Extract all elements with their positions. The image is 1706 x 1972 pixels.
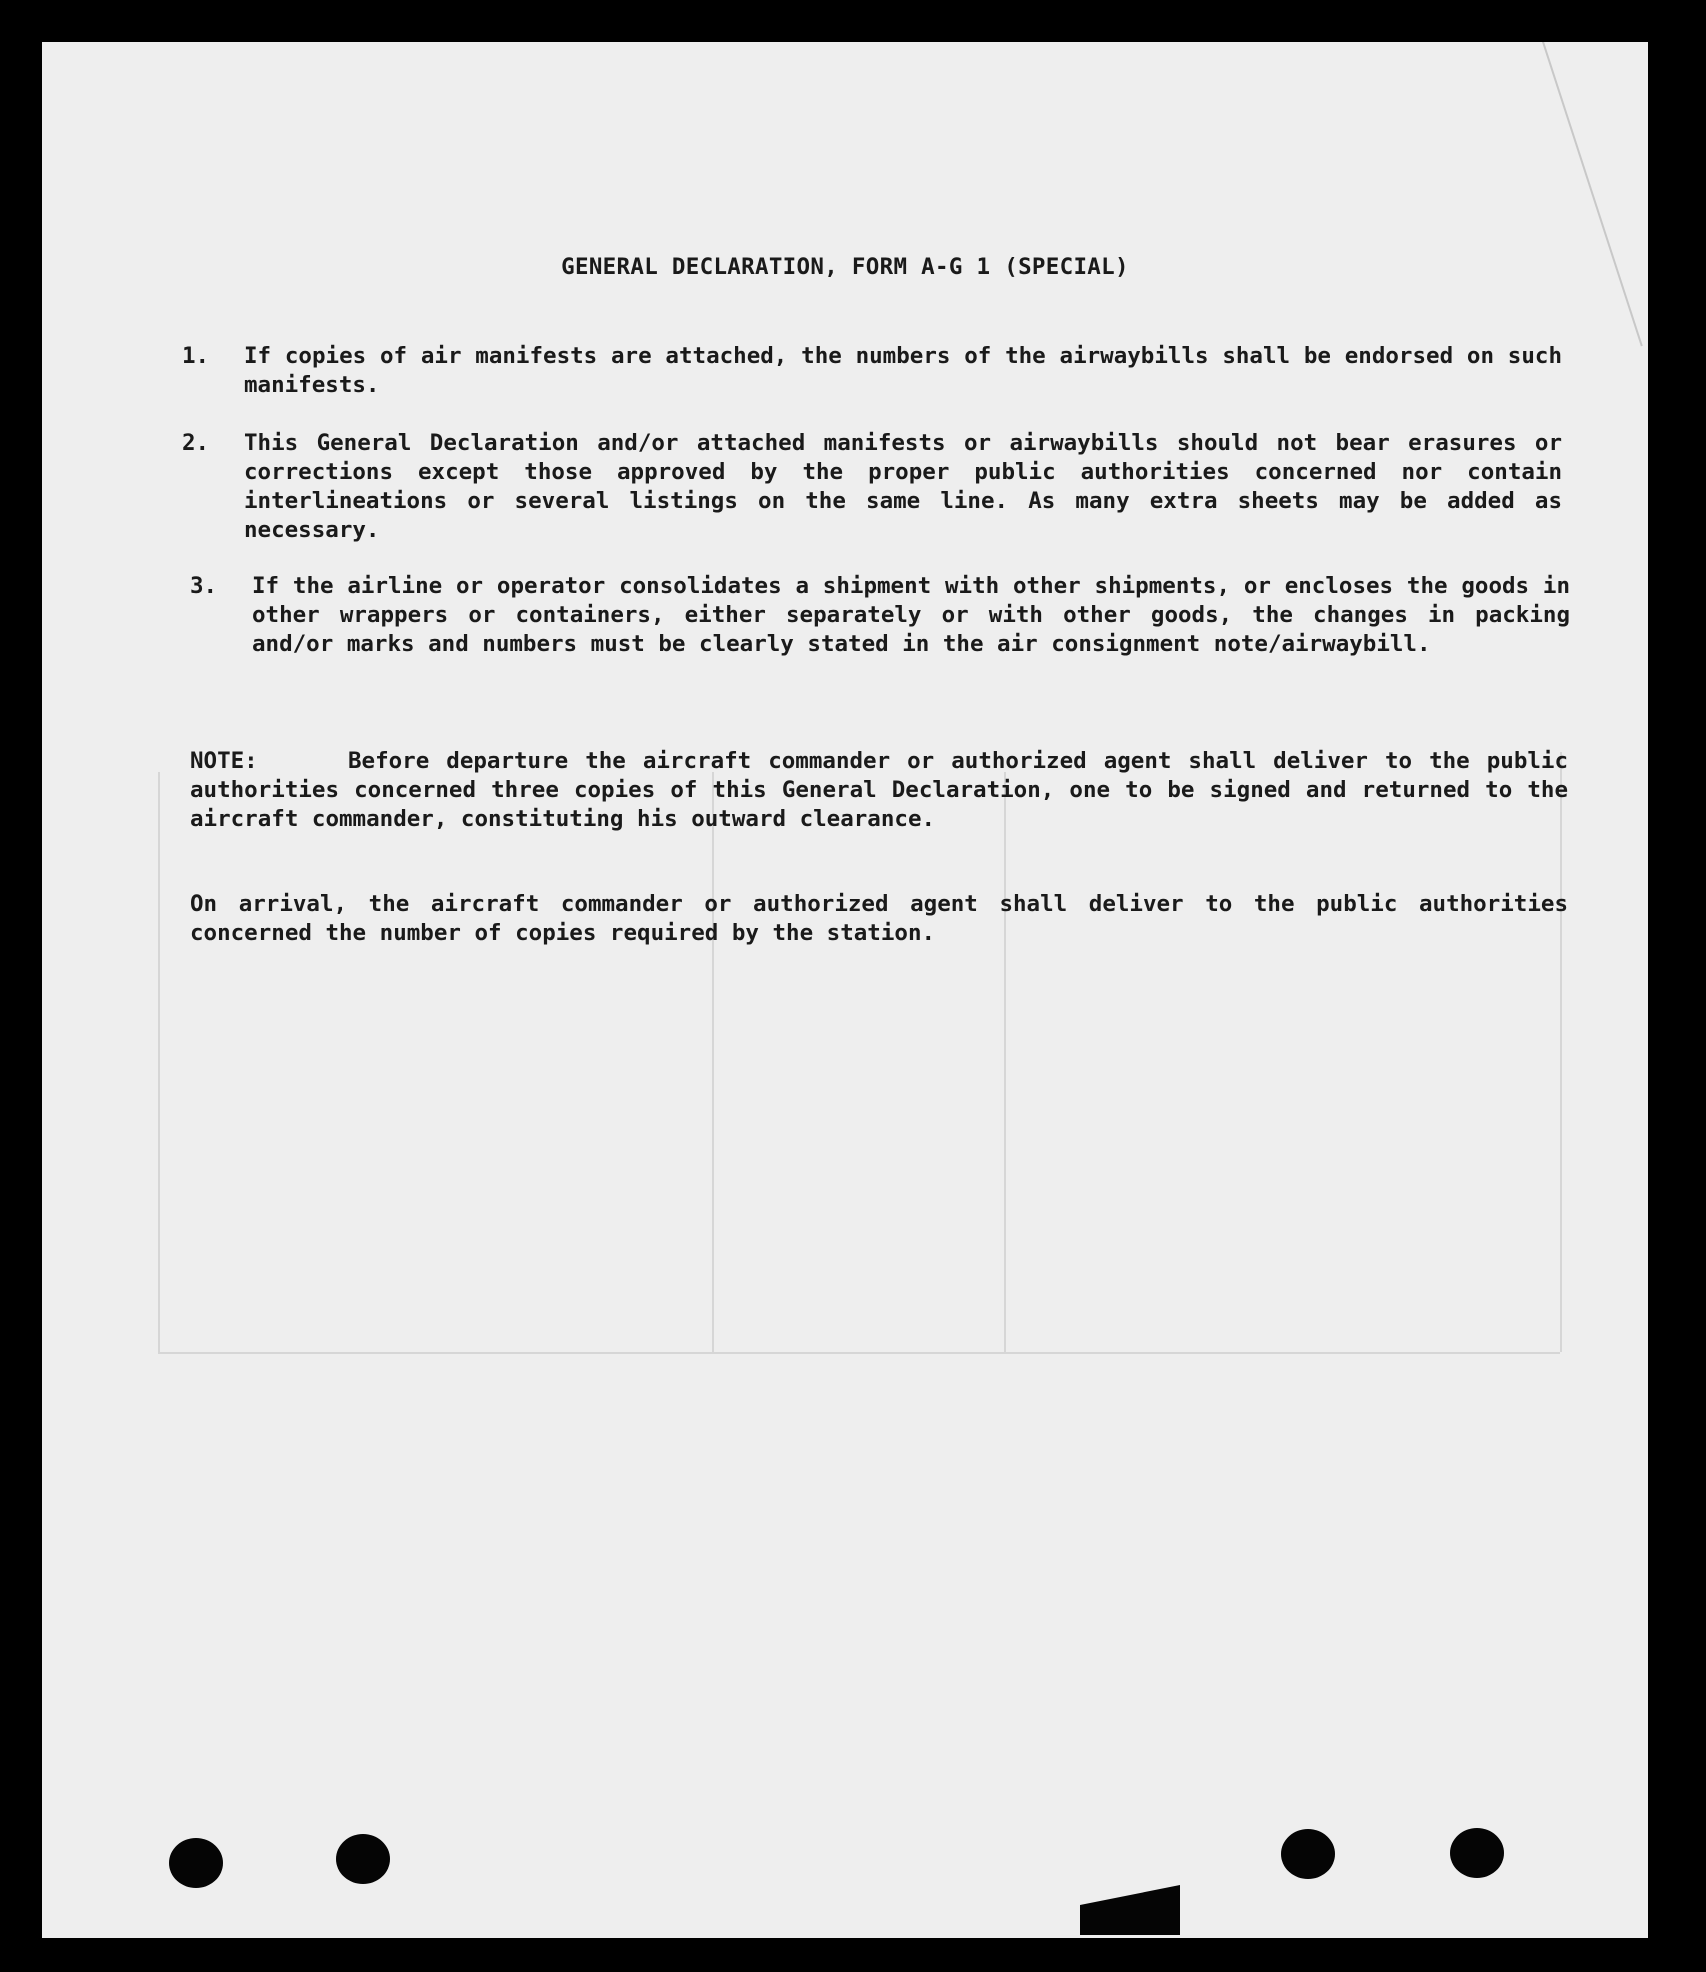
- instruction-item: [182, 342, 1562, 400]
- document-title: GENERAL DECLARATION, FORM A-G 1 (SPECIAL): [561, 254, 1129, 280]
- item-text: This General Declaration and/or attached manifests or airwaybills should not bear erasures or corrections except those approved by the proper public authorities concerned nor contain interlineations or several listings on the same line. As many extra sheets may be added as necessary.: [244, 430, 1562, 543]
- bleed-through-line: [158, 1352, 1560, 1354]
- bleed-through-line: [712, 772, 714, 1352]
- item-number: 2.: [182, 430, 210, 456]
- punch-hole: [1450, 1828, 1504, 1878]
- page-crease: [1542, 42, 1643, 346]
- bleed-through-line: [158, 772, 160, 1352]
- punch-hole: [169, 1838, 223, 1888]
- item-text: If copies of air manifests are attached, the numbers of the airwaybills shall be endorsed on such manifests.: [244, 343, 1562, 398]
- item-number: 3.: [190, 573, 218, 599]
- document-page: [42, 42, 1648, 1938]
- note-text: Before departure the aircraft commander or authorized agent shall deliver to the public authorities concerned three copies of this General Declaration, one to be signed and returned to the aircraft commander, constituting his outward clearance.: [190, 748, 1568, 832]
- item-number: 1.: [182, 343, 210, 369]
- note-label: NOTE:: [190, 748, 258, 774]
- arrival-paragraph: On arrival, the aircraft commander or authorized agent shall deliver to the public authorities concerned the number of copies required by the station.: [190, 891, 1568, 946]
- note-paragraph: [190, 747, 1568, 834]
- instruction-item: [190, 572, 1570, 659]
- bleed-through-line: [1560, 752, 1562, 1352]
- instruction-item: [182, 429, 1562, 545]
- punch-hole: [1281, 1829, 1335, 1879]
- punch-hole: [336, 1834, 390, 1884]
- bleed-through-line: [1004, 772, 1006, 1352]
- item-text: If the airline or operator consolidates a shipment with other shipments, or encloses the goods in other wrappers or containers, either separately or with other goods, the changes in packing and/or marks and numbers must be clearly stated in the air consignment note/airwaybill.: [252, 573, 1570, 657]
